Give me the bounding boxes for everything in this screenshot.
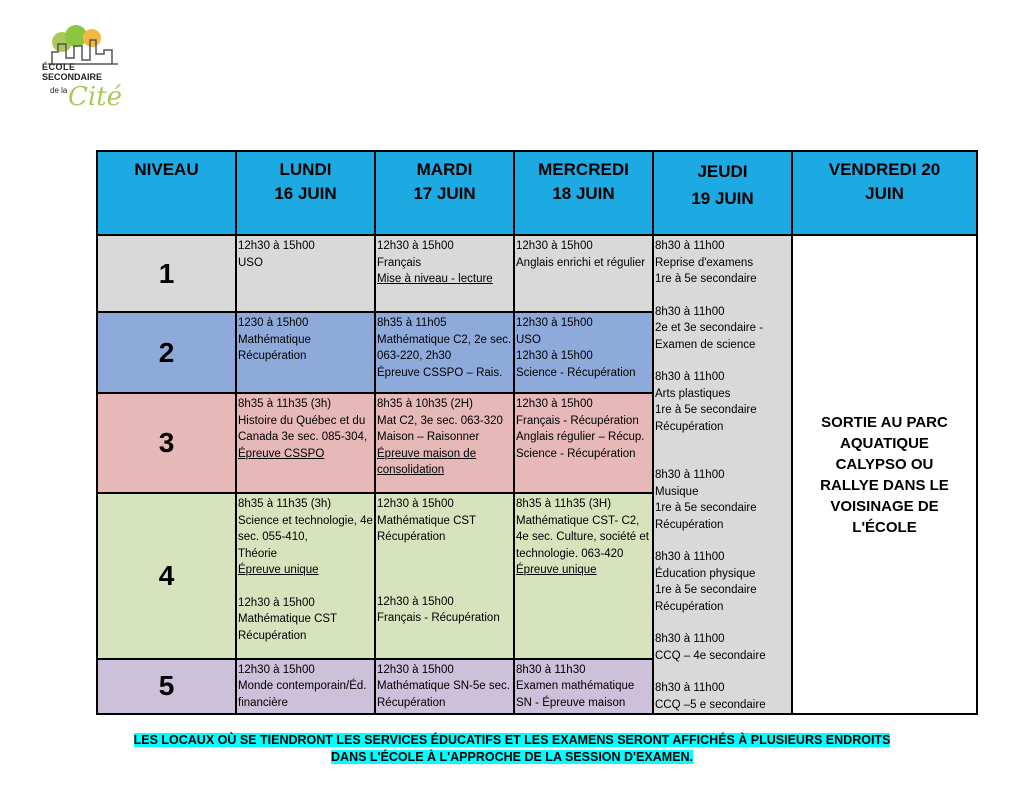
cell-line: Science et technologie, 4e (238, 514, 373, 527)
cell-line: SN - Épreuve maison (516, 696, 626, 709)
cell-line: 8h30 à 11h00 (655, 240, 725, 252)
lundi-cell (236, 493, 375, 659)
cell-line: 8h30 à 11h00 (655, 682, 725, 694)
cell-line: 8h30 à 11h00 (655, 633, 725, 645)
cell-line: Canada 3e sec. 085-304, (238, 431, 368, 444)
cell-line: Épreuve unique (238, 564, 319, 577)
cell-line: 12h30 à 15h00 (377, 498, 454, 511)
jeudi-cell (653, 235, 792, 714)
cell-line: 12h30 à 15h00 (377, 240, 454, 252)
mardi-cell (375, 235, 514, 312)
cell-line: 12h30 à 15h00 (516, 240, 593, 252)
cell-line: USO (238, 256, 263, 269)
cell-line: 12h30 à 15h00 (238, 240, 315, 252)
logo-line-1: ÉCOLE (42, 62, 76, 72)
cell-line: Récupération (377, 696, 446, 709)
cell-line: Mathématique CST- C2, (516, 514, 640, 527)
cell-line: 1re à 5e secondaire (655, 404, 757, 416)
cell-line: 1re à 5e secondaire (655, 584, 757, 596)
header-mardi (375, 151, 514, 235)
mardi-cell (375, 312, 514, 393)
header-lundi (236, 151, 375, 235)
school-logo (40, 24, 130, 124)
header-vendredi (792, 151, 977, 235)
cell-line: Mathématique CST (238, 613, 338, 626)
cell-line: 1re à 5e secondaire (655, 502, 757, 514)
cell-line: Mathématique C2, 2e sec. (377, 333, 512, 346)
mercredi-cell (514, 312, 653, 393)
cell-line: consolidation (377, 464, 445, 477)
cell-line: Musique (655, 485, 699, 498)
cell-line: Récupération (655, 420, 724, 433)
header-row (97, 151, 977, 235)
header-jeudi (653, 151, 792, 235)
header-label: NIVEAU (134, 160, 199, 179)
cell-line: Mathématique CST (377, 514, 477, 527)
cell-line: Arts plastiques (655, 387, 731, 400)
cell-line: Épreuve unique (516, 564, 597, 577)
lundi-cell (236, 393, 375, 493)
cell-line: Français (377, 256, 422, 269)
cell-line: Français - Récupération (516, 414, 639, 427)
cell-line: technologie. 063-420 (516, 547, 624, 560)
cell-line: Français - Récupération (377, 612, 500, 625)
cell-line: CCQ –5 e secondaire (655, 698, 766, 711)
level-cell: 5 (97, 659, 236, 714)
header-label: JEUDI 19 JUIN (691, 162, 754, 208)
cell-line: Mathématique SN-5e sec. (377, 680, 510, 693)
cell-line: Épreuve CSSPO (238, 447, 325, 460)
cell-line: 8h30 à 11h00 (655, 305, 725, 318)
cell-line: 1re à 5e secondaire (655, 273, 757, 285)
cell-line: Épreuve maison de (377, 447, 477, 460)
cell-line: Examen mathématique (516, 680, 635, 693)
cell-line: 12h30 à 15h00 (516, 398, 593, 411)
mercredi-cell (514, 659, 653, 714)
logo-line-3: de la (50, 86, 68, 95)
cell-line: financière (238, 696, 288, 709)
cell-line: 12h30 à 15h00 (516, 350, 593, 363)
cell-line: 8h35 à 11h35 (3h) (238, 398, 332, 411)
header-mercredi (514, 151, 653, 235)
mercredi-cell (514, 235, 653, 312)
cell-line: 4e sec. Culture, société et (516, 531, 649, 544)
cell-line: 12h30 à 15h00 (377, 663, 454, 676)
cell-line: Science - Récupération (516, 447, 636, 460)
cell-line: Récupération (238, 350, 307, 363)
cell-line: Histoire du Québec et du (238, 414, 366, 427)
mardi-cell (375, 393, 514, 493)
table-row (97, 235, 977, 312)
notice-line-1: LES LOCAUX OÙ SE TIENDRONT LES SERVICES ÉDUCATIFS ET LES EXAMENS SERONT AFFICHÉS À PLUSIEURS ENDROITS (133, 733, 891, 747)
cell-line: 12h30 à 15h00 (238, 596, 315, 609)
header-niveau (97, 151, 236, 235)
lundi-cell (236, 235, 375, 312)
cell-line: CCQ – 4e secondaire (655, 649, 766, 662)
cell-line: 8h35 à 11h35 (3h) (238, 498, 332, 511)
cell-line: 8h30 à 11h00 (655, 469, 725, 481)
cell-line: Mathématique (238, 333, 311, 346)
cell-line: Maison – Raisonner (377, 431, 480, 444)
notice-line-2: DANS L'ÉCOLE À L'APPROCHE DE LA SESSION D'EXAMEN. (331, 750, 693, 764)
cell-line: 12h30 à 15h00 (238, 663, 315, 676)
cell-line: 8h35 à 10h35 (2H) (377, 398, 473, 411)
lundi-cell (236, 312, 375, 393)
cell-line: 8h35 à 11h35 (3H) (516, 498, 612, 511)
header-label: LUNDI 16 JUIN (274, 160, 337, 203)
notice-banner (95, 732, 929, 766)
logo-line-2: SECONDAIRE (42, 72, 103, 82)
cell-line: 8h30 à 11h30 (516, 663, 586, 676)
exam-schedule-table (96, 150, 978, 715)
mercredi-cell (514, 493, 653, 659)
mardi-cell (375, 659, 514, 714)
mardi-cell (375, 493, 514, 659)
cell-line: 8h30 à 11h00 (655, 551, 725, 563)
cell-line: Récupération (655, 518, 724, 531)
cell-line: USO (516, 333, 541, 346)
logo-line-4: Cité (68, 82, 123, 112)
cell-line: Éducation physique (655, 567, 756, 580)
cell-line: Épreuve CSSPO – Rais. (377, 366, 503, 379)
cell-line: Monde contemporain/Éd. (238, 680, 367, 693)
header-label: MARDI 17 JUIN (413, 160, 476, 203)
cell-line: Récupération (655, 600, 724, 613)
cell-line: 8h35 à 11h05 (377, 317, 447, 330)
cell-line: Théorie (238, 547, 277, 560)
cell-line: 2e et 3e secondaire - (655, 322, 764, 334)
vendredi-cell: SORTIE AU PARC AQUATIQUE CALYPSO OU RALLYE DANS LE VOISINAGE DE L'ÉCOLE (792, 235, 977, 714)
cell-line: Science - Récupération (516, 366, 636, 379)
cell-line: Mat C2, 3e sec. 063-320 (377, 414, 503, 427)
cell-line: Récupération (377, 531, 446, 544)
lundi-cell (236, 659, 375, 714)
cell-line: 063-220, 2h30 (377, 350, 452, 363)
mercredi-cell (514, 393, 653, 493)
cell-line: Reprise d'examens (655, 256, 754, 269)
header-label: VENDREDI 20 JUIN (828, 160, 941, 203)
cell-line: sec. 055-410, (238, 531, 308, 544)
level-cell: 4 (97, 493, 236, 659)
cell-line: 8h30 à 11h00 (655, 371, 725, 383)
cell-line: Récupération (238, 629, 307, 642)
header-label: MERCREDI 18 JUIN (538, 160, 629, 203)
cell-line: Mise à niveau - lecture (377, 273, 493, 285)
cell-line: Anglais régulier – Récup. (516, 431, 645, 444)
cell-line: 1230 à 15h00 (238, 317, 309, 330)
cell-line: 12h30 à 15h00 (377, 595, 454, 608)
cell-line: Examen de science (655, 338, 756, 351)
level-cell: 3 (97, 393, 236, 493)
cell-line: 12h30 à 15h00 (516, 317, 593, 330)
level-cell: 1 (97, 235, 236, 312)
level-cell: 2 (97, 312, 236, 393)
cell-line: Anglais enrichi et régulier (516, 256, 646, 269)
